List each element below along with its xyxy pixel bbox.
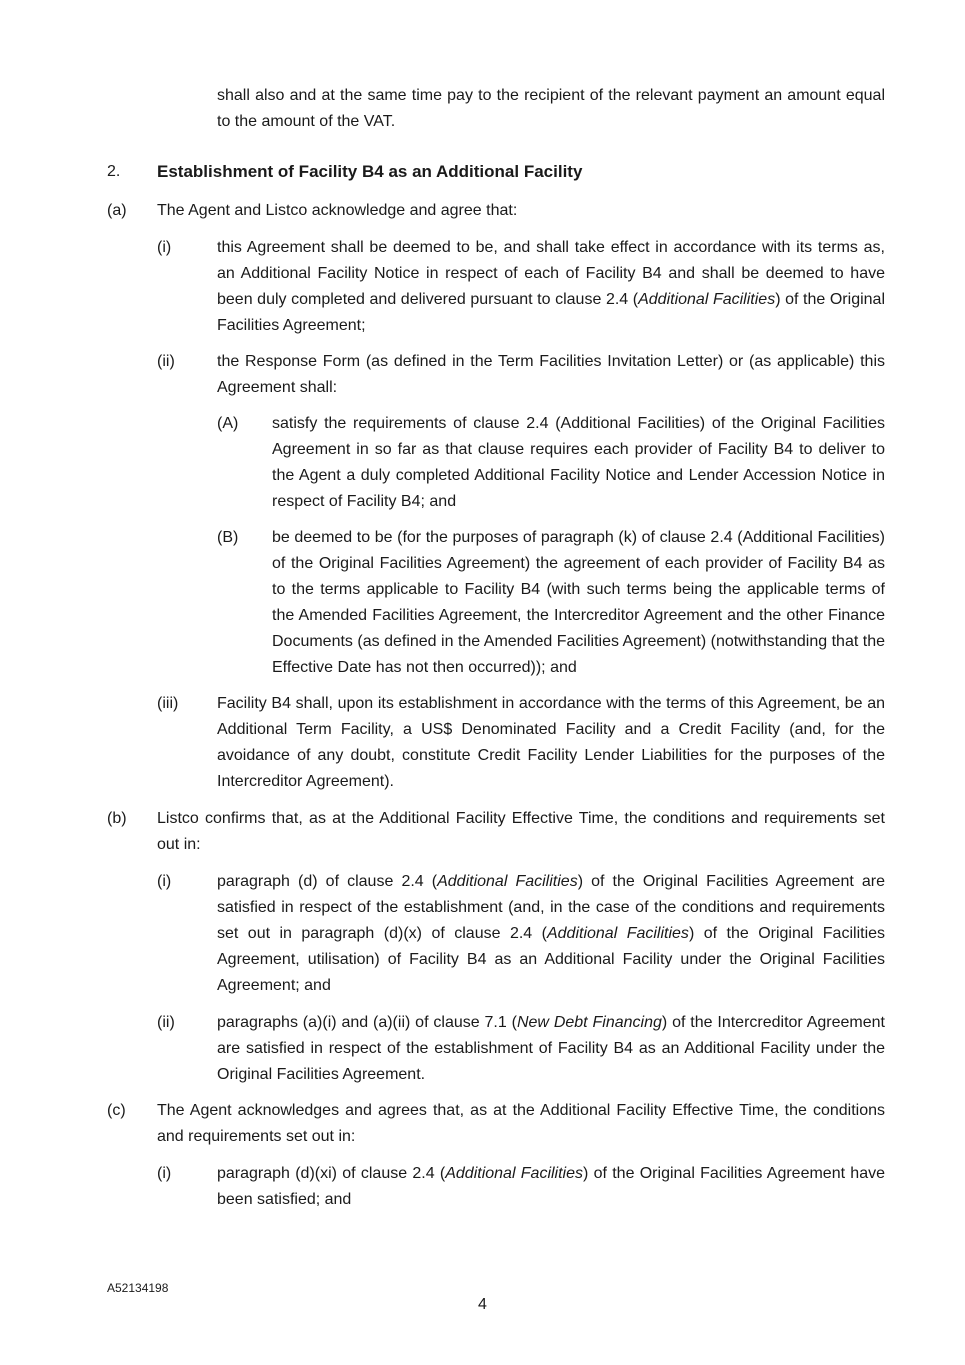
clause-a-iii-label: (iii) <box>157 695 179 712</box>
clause-b-label: (b) <box>107 810 127 827</box>
clause-a-ii-A-label: (A) <box>217 415 239 432</box>
clause-a-ii-text: the Response Form (as defined in the Term Facilities Invitation Letter) or (as applicable) this Agreement shall: <box>217 353 885 396</box>
clause-b-i-label: (i) <box>157 873 172 890</box>
clause-a-ii-A-text: satisfy the requirements of clause 2.4 (Additional Facilities) of the Original Facilities Agreement in so far as that clause requires each provider of Facility B4 to deliver to the Agent a duly completed Additional Facility Notice and Lender Accession Notice in respect of Facility B4; and <box>272 415 885 510</box>
clause-c-text: The Agent acknowledges and agrees that, as at the Additional Facility Effective Time, the conditions and requirements set out in: <box>157 1102 885 1145</box>
clause-a-ii-B-label: (B) <box>217 529 239 546</box>
clause-a-iii-text: Facility B4 shall, upon its establishment in accordance with the terms of this Agreement, be an Additional Term Facility, a US$ Denominated Facility and a Credit Facility (and, for the avoidance of any doubt, constitute Credit Facility Lender Liabilities for the purposes of the Intercreditor Agreement). <box>217 695 885 790</box>
intro-paragraph: shall also and at the same time pay to the recipient of the relevant payment an amount equal to the amount of the VAT. <box>217 87 885 130</box>
clause-a-text: The Agent and Listco acknowledge and agree that: <box>157 202 518 219</box>
section-number: 2. <box>107 163 121 180</box>
clause-a-ii-label: (ii) <box>157 353 175 370</box>
clause-b-text: Listco confirms that, as at the Additional Facility Effective Time, the conditions and requirements set out in: <box>157 810 885 853</box>
clause-a-i-label: (i) <box>157 239 172 256</box>
clause-c-label: (c) <box>107 1102 126 1119</box>
clause-a-i-text: this Agreement shall be deemed to be, and shall take effect in accordance with its terms as, an Additional Facility Notice in respect of each of Facility B4 and shall be deemed to have been duly completed and delivered pursuant to clause 2.4 (Additional Facilities) of the Original Facilities Agreement; <box>217 239 885 334</box>
clause-c-i-label: (i) <box>157 1165 172 1182</box>
section-heading: Establishment of Facility B4 as an Additional Facility <box>157 162 583 181</box>
page-number: 4 <box>478 1296 487 1313</box>
clause-a-ii-B-text: be deemed to be (for the purposes of paragraph (k) of clause 2.4 (Additional Facilities) of the Original Facilities Agreement) the agreement of each provider of Facility B4 as to the terms applicable to Facility B4 (with such terms being the applicable terms of the Amended Facilities Agreement, the Intercreditor Agreement and the other Finance Documents (as defined in the Amended Facilities Agreement) (notwithstanding that the Effective Date has not then occurred)); and <box>272 529 885 676</box>
document-reference: A52134198 <box>107 1281 169 1295</box>
clause-a-label: (a) <box>107 202 127 219</box>
clause-b-ii-label: (ii) <box>157 1014 175 1031</box>
clause-b-ii-text: paragraphs (a)(i) and (a)(ii) of clause 7.1 (New Debt Financing) of the Intercreditor Agreement are satisfied in respect of the establishment of Facility B4 as an Additional Facility under the Original Facilities Agreement. <box>217 1014 885 1083</box>
clause-b-i-text: paragraph (d) of clause 2.4 (Additional Facilities) of the Original Facilities Agreement are satisfied in respect of the establishment (and, in the case of the conditions and requirements set out in paragraph (d)(x) of clause 2.4 (Additional Facilities) of the Original Facilities Agreement, utilisation) of Facility B4 as an Additional Facility under the Original Facilities Agreement; and <box>217 873 886 994</box>
clause-c-i-text: paragraph (d)(xi) of clause 2.4 (Additional Facilities) of the Original Facilities Agreement have been satisfied; and <box>217 1165 886 1208</box>
